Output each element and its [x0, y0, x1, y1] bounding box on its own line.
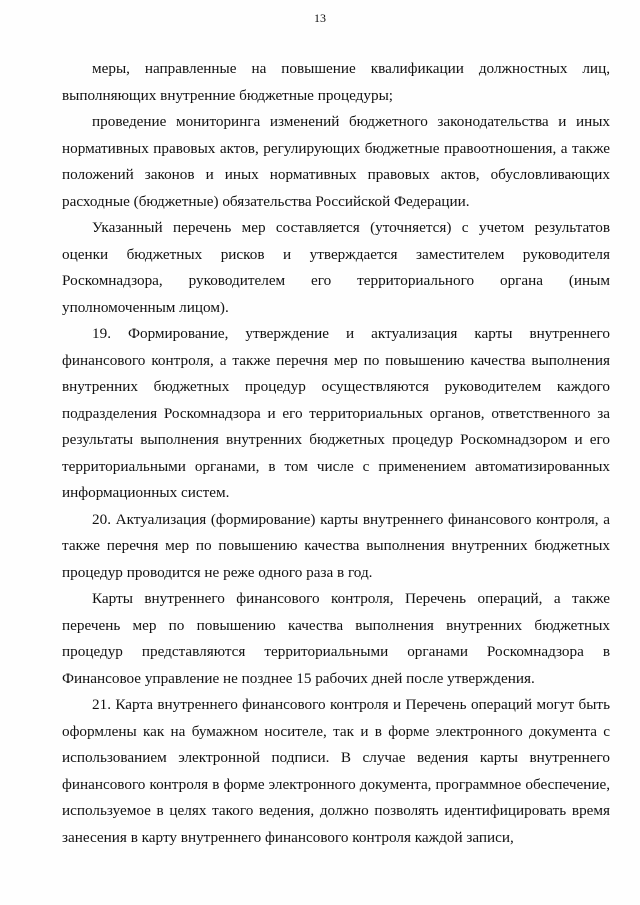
paragraph-measures-approval: Указанный перечень мер составляется (уточняется) с учетом результатов оценки бюджетных рисков и утверждается заместителем руководителя Роскомнадзора, руководителем его территориального органа (иным уполномоченным лицом).: [62, 219, 610, 316]
page-number: 13: [314, 11, 326, 25]
paragraph-maps-submission: Карты внутреннего финансового контроля, Перечень операций, а также перечень мер по повышению качества выполнения внутренних бюджетных процедур представляются территориальными органами Роскомнадзора в Финансовое управление не позднее 15 рабочих дней после утверждения.: [62, 590, 610, 687]
paragraph-item-19: 19. Формирование, утверждение и актуализация карты внутреннего финансового контроля, а также перечня мер по повышению качества выполнения внутренних бюджетных процедур осуществляются руководителем каждого подразделения Роскомнадзора и его территориальных органов, ответственного за результаты выполнения внутренних бюджетных процедур Роскомнадзором и его территориальными органами, в том числе с применением автоматизированных информационных систем.: [62, 325, 610, 501]
paragraph-item-21: 21. Карта внутреннего финансового контроля и Перечень операций могут быть оформлены как на бумажном носителе, так и в форме электронного документа с использованием электронной подписи. В случае ведения карты внутреннего финансового контроля в форме электронного документа, программное обеспечение, используемое в целях такого ведения, должно позволять идентифицировать время занесения в карту внутреннего финансового контроля каждой записи,: [62, 696, 610, 846]
paragraph-legislation-monitoring: проведение мониторинга изменений бюджетного законодательства и иных нормативных правовых актов, регулирующих бюджетные правоотношения, а также положений законов и иных нормативных правовых актов, обусловливающих расходные (бюджетные) обязательства Российской Федерации.: [62, 113, 610, 210]
paragraph-item-20: 20. Актуализация (формирование) карты внутреннего финансового контроля, а также перечня мер по повышению качества выполнения внутренних бюджетных процедур проводится не реже одного раза в год.: [62, 510, 610, 581]
document-body: [62, 56, 610, 851]
paragraph-qualification-measures: меры, направленные на повышение квалификации должностных лиц, выполняющих внутренние бюджетные процедуры;: [62, 60, 610, 104]
